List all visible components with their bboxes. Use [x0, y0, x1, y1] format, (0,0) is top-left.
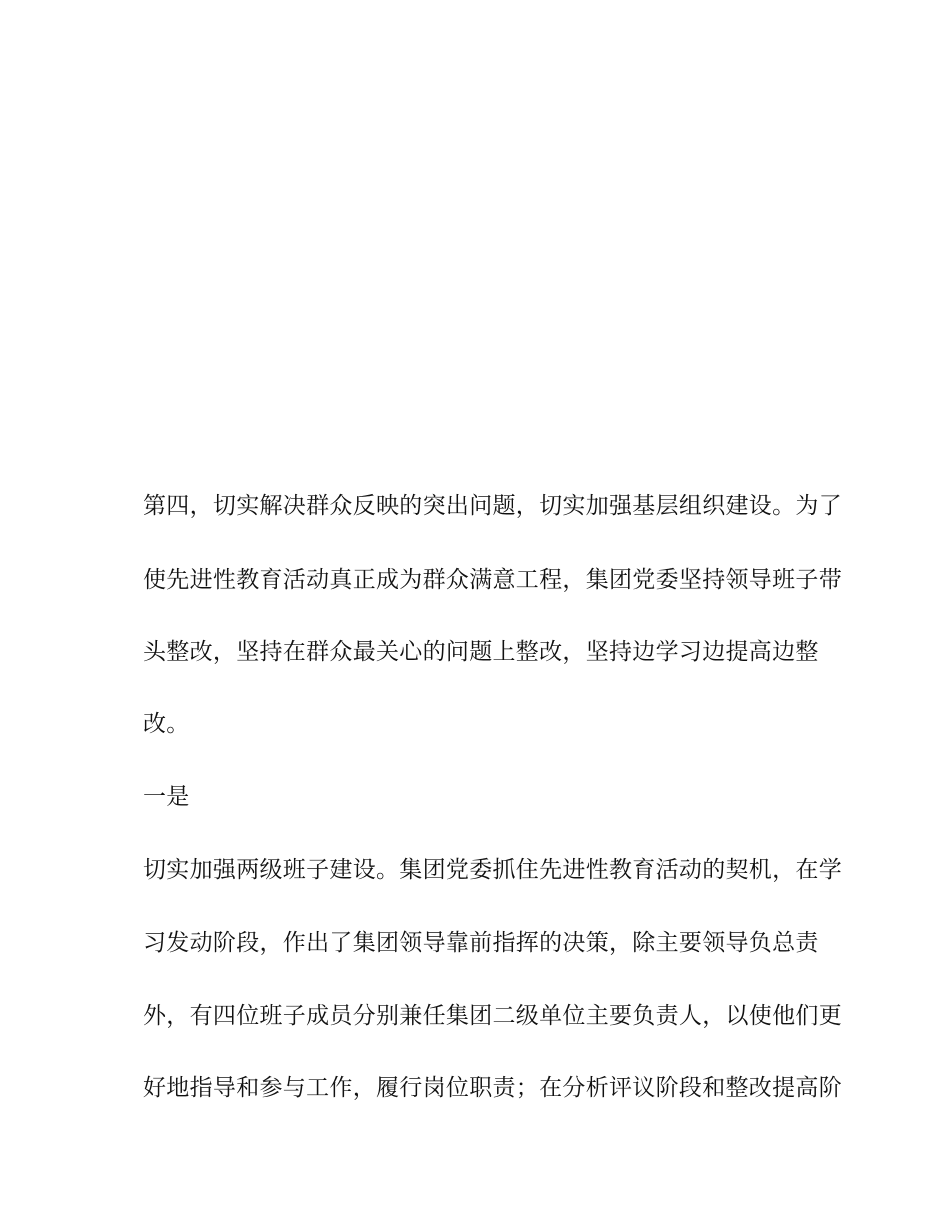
paragraph-1-line-4: 改。	[143, 711, 190, 737]
paragraph-1-line-1: 第四，切实解决群众反映的突出问题，切实加强基层组织建设。为了	[143, 493, 842, 519]
paragraph-2-line-1: 切实加强两级班子建设。集团党委抓住先进性教育活动的契机，在学	[143, 857, 842, 883]
paragraph-2-line-2: 习发动阶段，作出了集团领导靠前指挥的决策，除主要领导负总责	[143, 930, 819, 956]
paragraph-1-line-3: 头整改，坚持在群众最关心的问题上整改，坚持边学习边提高边整	[143, 639, 819, 665]
heading-yi-shi: 一是	[143, 784, 190, 810]
paragraph-2-line-4: 好地指导和参与工作，履行岗位职责；在分析评议阶段和整改提高阶	[143, 1075, 842, 1101]
paragraph-2-line-3: 外，有四位班子成员分别兼任集团二级单位主要负责人，以使他们更	[143, 1003, 842, 1029]
paragraph-1-line-2: 使先进性教育活动真正成为群众满意工程，集团党委坚持领导班子带	[143, 567, 842, 593]
